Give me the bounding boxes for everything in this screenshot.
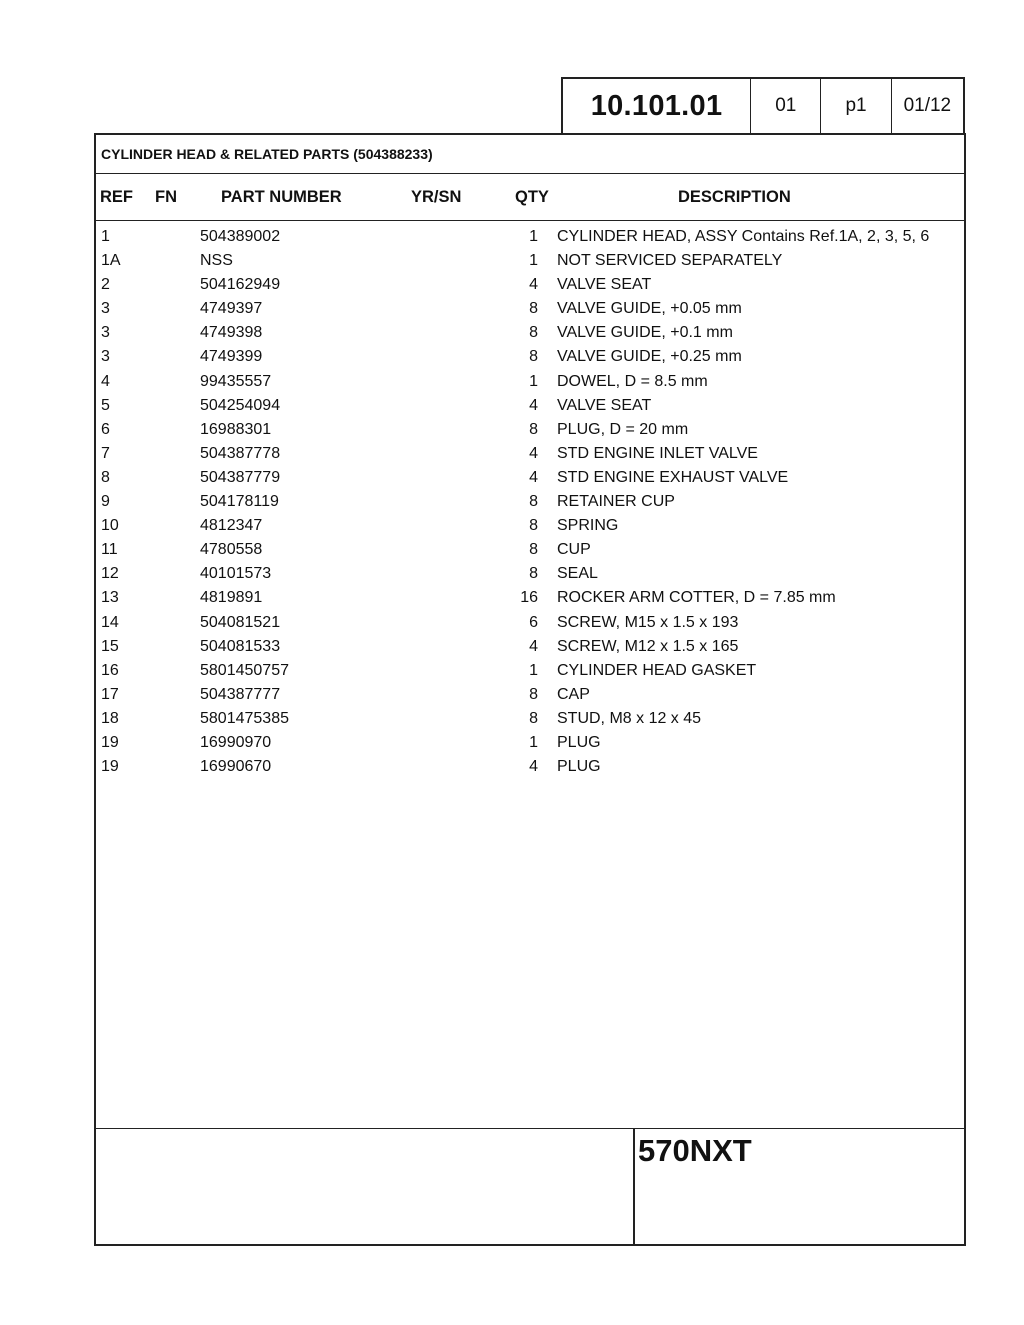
- row-qty: 4: [529, 468, 538, 486]
- row-description: STUD, M8 x 12 x 45: [557, 709, 702, 727]
- table-row: [96, 733, 964, 757]
- row-ref: 3: [101, 348, 110, 366]
- table-row: [96, 372, 964, 396]
- row-part-number: 504254094: [200, 396, 281, 414]
- row-qty: 4: [529, 758, 538, 776]
- row-description: PLUG: [557, 733, 601, 751]
- table-row: [96, 540, 964, 564]
- row-qty: 8: [529, 493, 538, 511]
- row-description: SCREW, M12 x 1.5 x 165: [557, 637, 739, 655]
- row-part-number: 504081533: [200, 637, 281, 655]
- row-ref: 10: [101, 517, 119, 535]
- row-description: SCREW, M15 x 1.5 x 193: [557, 613, 739, 631]
- row-description: RETAINER CUP: [557, 493, 675, 511]
- row-description: VALVE SEAT: [557, 276, 652, 294]
- row-part-number: 16990970: [200, 733, 272, 751]
- row-description: CYLINDER HEAD GASKET: [557, 661, 757, 679]
- sheet-number: 01/12: [903, 95, 952, 116]
- row-description: STD ENGINE INLET VALVE: [557, 444, 758, 462]
- table-row: [96, 613, 964, 637]
- row-part-number: 504387777: [200, 685, 281, 703]
- table-row: [96, 444, 964, 468]
- row-qty: 16: [520, 589, 538, 607]
- table-row: [96, 420, 964, 444]
- row-part-number: NSS: [200, 252, 233, 270]
- row-part-number: 99435557: [200, 372, 272, 390]
- table-row: [96, 347, 964, 371]
- row-description: STD ENGINE EXHAUST VALVE: [557, 468, 789, 486]
- table-row: [96, 588, 964, 612]
- row-part-number: 4749397: [200, 300, 263, 318]
- row-ref: 16: [101, 661, 119, 679]
- table-row: [96, 516, 964, 540]
- row-ref: 18: [101, 709, 119, 727]
- table-row: [96, 396, 964, 420]
- row-qty: 4: [529, 396, 538, 414]
- row-ref: 14: [101, 613, 119, 631]
- row-qty: 8: [529, 709, 538, 727]
- row-part-number: 5801475385: [200, 709, 289, 727]
- row-qty: 8: [529, 517, 538, 535]
- row-ref: 6: [101, 420, 110, 438]
- row-part-number: 16990670: [200, 758, 272, 776]
- row-ref: 7: [101, 444, 110, 462]
- column-header-part-number: PART NUMBER: [221, 188, 342, 206]
- section-code: 10.101.01: [563, 79, 751, 133]
- column-header-description: DESCRIPTION: [678, 188, 791, 206]
- row-ref: 4: [101, 372, 110, 390]
- row-ref: 1A: [101, 252, 121, 270]
- table-row: [96, 323, 964, 347]
- row-ref: 2: [101, 276, 110, 294]
- table-row: [96, 661, 964, 685]
- table-row: [96, 757, 964, 781]
- row-qty: 1: [529, 252, 538, 270]
- row-description: DOWEL, D = 8.5 mm: [557, 372, 708, 390]
- row-description: ROCKER ARM COTTER, D = 7.85 mm: [557, 589, 836, 607]
- row-qty: 4: [529, 276, 538, 294]
- row-part-number: 16988301: [200, 420, 272, 438]
- table-row: [96, 564, 964, 588]
- row-description: CUP: [557, 541, 591, 559]
- table-row: [96, 251, 964, 275]
- row-part-number: 4819891: [200, 589, 263, 607]
- column-header-qty: QTY: [515, 188, 549, 206]
- row-part-number: 5801450757: [200, 661, 289, 679]
- row-description: NOT SERVICED SEPARATELY: [557, 252, 783, 270]
- row-ref: 19: [101, 758, 119, 776]
- row-qty: 8: [529, 565, 538, 583]
- footer-block: [96, 1128, 964, 1246]
- row-qty: 6: [529, 613, 538, 631]
- table-row: [96, 685, 964, 709]
- row-part-number: 504162949: [200, 276, 281, 294]
- row-description: PLUG, D = 20 mm: [557, 420, 689, 438]
- row-qty: 1: [529, 228, 538, 245]
- column-header-ref: REF: [100, 188, 133, 206]
- row-part-number: 40101573: [200, 565, 272, 583]
- row-part-number: 4780558: [200, 541, 263, 559]
- table-row: [96, 468, 964, 492]
- row-description: VALVE GUIDE, +0.25 mm: [557, 348, 742, 366]
- row-ref: 17: [101, 685, 119, 703]
- table-row: [96, 227, 964, 251]
- row-description: VALVE GUIDE, +0.05 mm: [557, 300, 742, 318]
- parts-list-frame: [94, 133, 966, 1246]
- document-header: [561, 77, 965, 133]
- row-part-number: 4749398: [200, 324, 263, 342]
- row-ref: 3: [101, 300, 110, 318]
- model-label: 570NXT: [638, 1133, 752, 1168]
- row-description: VALVE GUIDE, +0.1 mm: [557, 324, 733, 342]
- table-row: [96, 492, 964, 516]
- page-label: p1: [821, 79, 891, 133]
- row-qty: 8: [529, 348, 538, 366]
- row-part-number: 504178119: [200, 493, 279, 511]
- parts-table-body: [96, 227, 964, 781]
- row-qty: 4: [529, 637, 538, 655]
- table-row: [96, 637, 964, 661]
- row-ref: 12: [101, 565, 119, 583]
- table-row: [96, 709, 964, 733]
- column-header-fn: FN: [155, 188, 177, 206]
- row-ref: 8: [101, 468, 110, 486]
- row-part-number: 504387779: [200, 468, 281, 486]
- row-qty: 8: [529, 420, 538, 438]
- revision-number: 01: [751, 79, 821, 133]
- row-part-number: 504389002: [200, 228, 281, 245]
- table-row: [96, 299, 964, 323]
- row-part-number: 4749399: [200, 348, 263, 366]
- row-description: SPRING: [557, 517, 619, 535]
- row-description: SEAL: [557, 565, 598, 583]
- row-ref: 1: [101, 228, 110, 245]
- row-qty: 8: [529, 685, 538, 703]
- row-part-number: 504387778: [200, 444, 281, 462]
- row-qty: 4: [529, 444, 538, 462]
- row-ref: 19: [101, 733, 119, 751]
- row-description: PLUG: [557, 758, 601, 776]
- row-ref: 11: [101, 541, 118, 559]
- row-part-number: 504081521: [200, 613, 281, 631]
- row-qty: 1: [529, 372, 538, 390]
- column-header-yrsn: YR/SN: [411, 188, 462, 206]
- row-qty: 1: [529, 661, 538, 679]
- parts-list-title: CYLINDER HEAD & RELATED PARTS (504388233): [96, 135, 964, 174]
- row-ref: 5: [101, 396, 110, 414]
- row-ref: 9: [101, 493, 110, 511]
- row-qty: 8: [529, 541, 538, 559]
- row-part-number: 4812347: [200, 517, 263, 535]
- row-description: CAP: [557, 685, 590, 703]
- row-description: CYLINDER HEAD, ASSY Contains Ref.1A, 2, 3, 5, 6: [557, 228, 930, 245]
- row-qty: 8: [529, 324, 538, 342]
- row-qty: 8: [529, 300, 538, 318]
- column-headers: [96, 174, 964, 221]
- row-ref: 15: [101, 637, 119, 655]
- row-ref: 13: [101, 589, 119, 607]
- footer-divider: [633, 1129, 635, 1246]
- table-row: [96, 275, 964, 299]
- row-qty: 1: [529, 733, 538, 751]
- row-description: VALVE SEAT: [557, 396, 652, 414]
- row-ref: 3: [101, 324, 110, 342]
